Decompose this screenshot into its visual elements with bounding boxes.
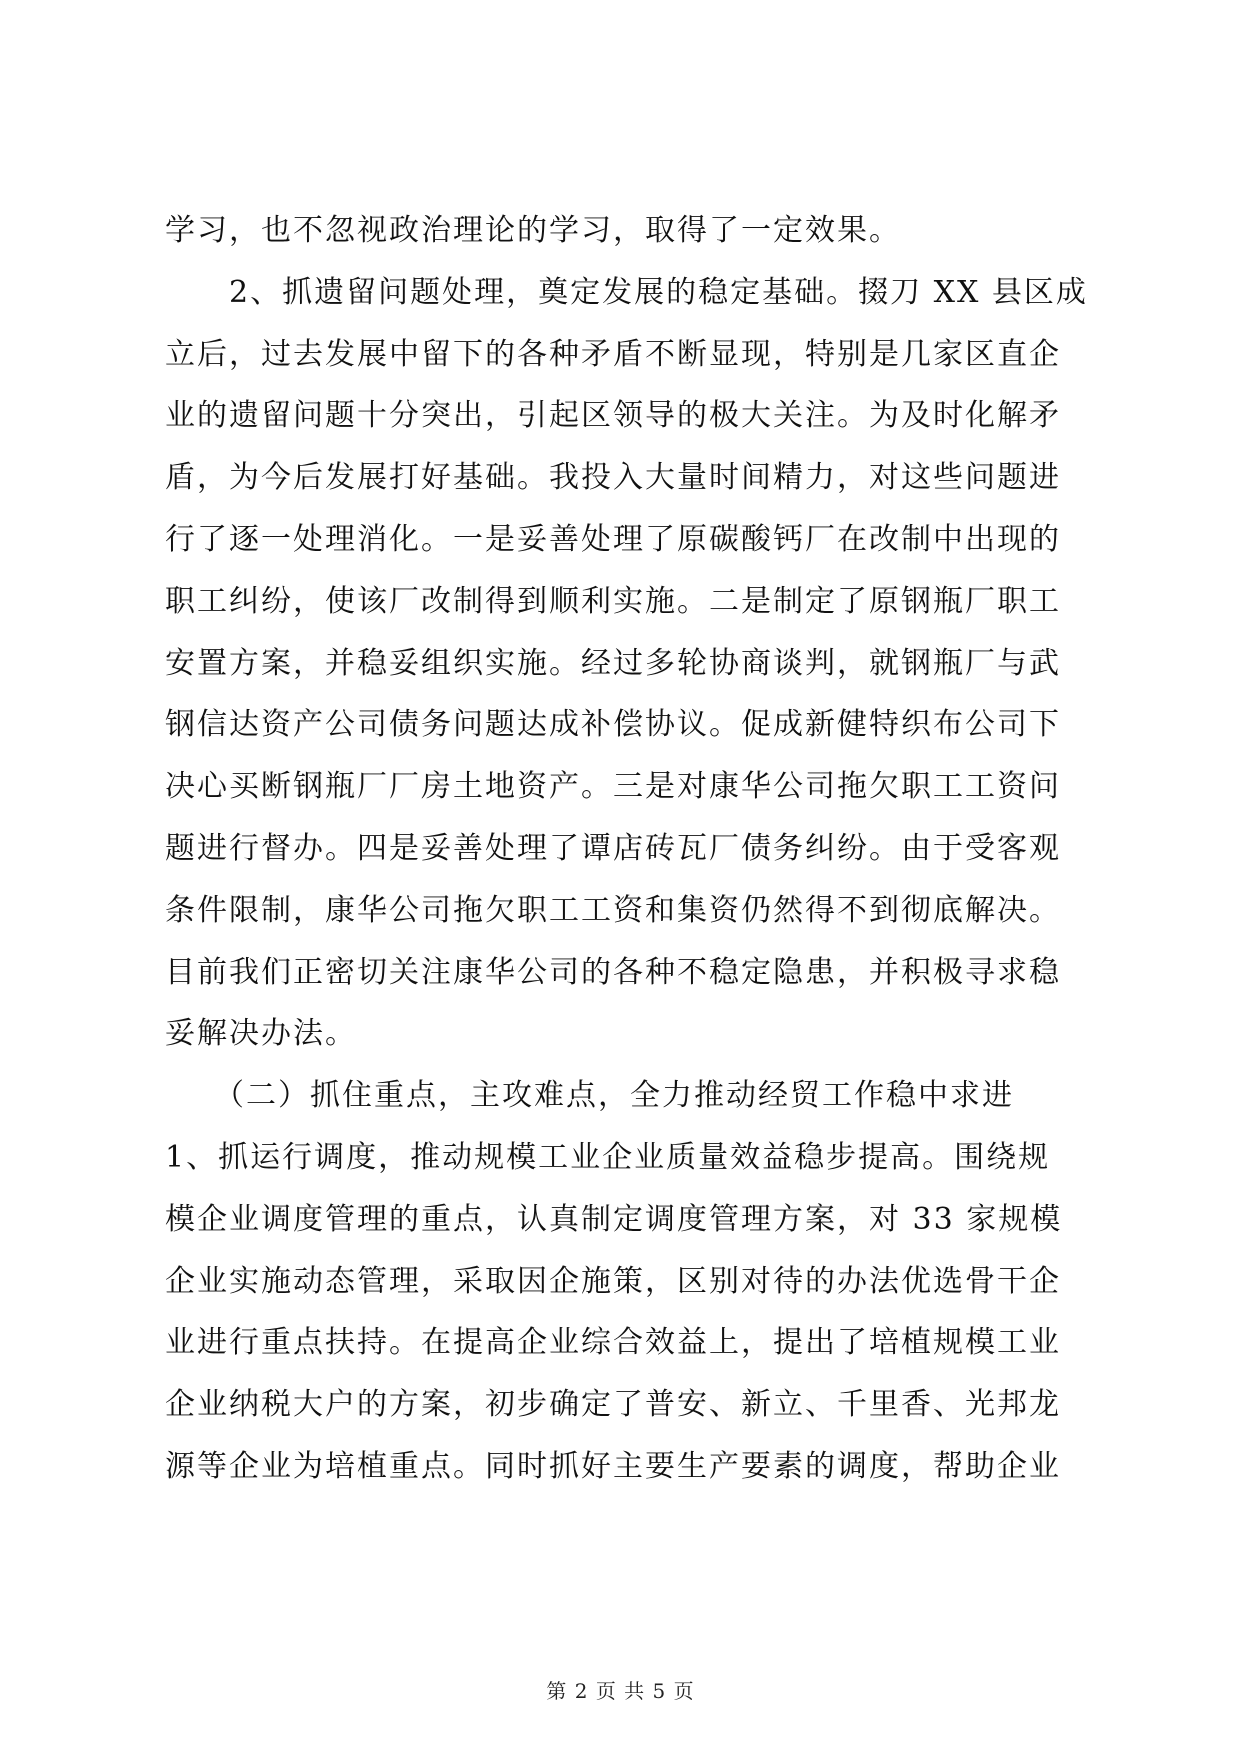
text-line: 业进行重点扶持。在提高企业综合效益上，提出了培植规模工业 (165, 1325, 1061, 1361)
text-line: 学习，也不忽视政治理论的学习，取得了一定效果。 (165, 213, 901, 248)
text-line: 模企业调度管理的重点，认真制定调度管理方案，对 33 家规模 (165, 1201, 1063, 1237)
text-line: 立后，过去发展中留下的各种矛盾不断显现，特别是几家区直企 (165, 336, 1061, 372)
text-line: 安置方案，并稳妥组织实施。经过多轮协商谈判，就钢瓶厂与武 (165, 645, 1061, 681)
text-line: 业的遗留问题十分突出，引起区领导的极大关注。为及时化解矛 (165, 398, 1061, 434)
page-footer (0, 1675, 1241, 1704)
text-line: 决心买断钢瓶厂厂房土地资产。三是对康华公司拖欠职工工资问 (165, 769, 1061, 805)
text-line: 2、抓遗留问题处理，奠定发展的稳定基础。掇刀 XX 县区成 (165, 274, 1088, 310)
page-number: 第 2 页 共 5 页 (546, 1679, 695, 1703)
text-line: 职工纠纷，使该厂改制得到顺利实施。二是制定了原钢瓶厂职工 (165, 583, 1061, 619)
text-line: 企业纳税大户的方案，初步确定了普安、新立、千里香、光邦龙 (165, 1387, 1061, 1423)
text-line: 1、抓运行调度，推动规模工业企业质量效益稳步提高。围绕规 (165, 1139, 1051, 1175)
text-line: 条件限制，康华公司拖欠职工工资和集资仍然得不到彻底解决。 (165, 892, 1061, 928)
text-line: （二）抓住重点，主攻难点，全力推动经贸工作稳中求进 (165, 1078, 1014, 1114)
text-line: 钢信达资产公司债务问题达成补偿协议。促成新健特织布公司下 (165, 707, 1061, 743)
text-line: 妥解决办法。 (165, 1016, 357, 1052)
text-line: 题进行督办。四是妥善处理了谭店砖瓦厂债务纠纷。由于受客观 (165, 830, 1061, 866)
text-line: 盾，为今后发展打好基础。我投入大量时间精力，对这些问题进 (165, 460, 1061, 496)
body-text (165, 200, 1088, 1498)
text-line: 行了逐一处理消化。一是妥善处理了原碳酸钙厂在改制中出现的 (165, 521, 1061, 557)
text-line: 源等企业为培植重点。同时抓好主要生产要素的调度，帮助企业 (165, 1448, 1061, 1484)
text-line: 企业实施动态管理，采取因企施策，区别对待的办法优选骨干企 (165, 1263, 1061, 1299)
text-line: 目前我们正密切关注康华公司的各种不稳定隐患，并积极寻求稳 (165, 954, 1061, 990)
